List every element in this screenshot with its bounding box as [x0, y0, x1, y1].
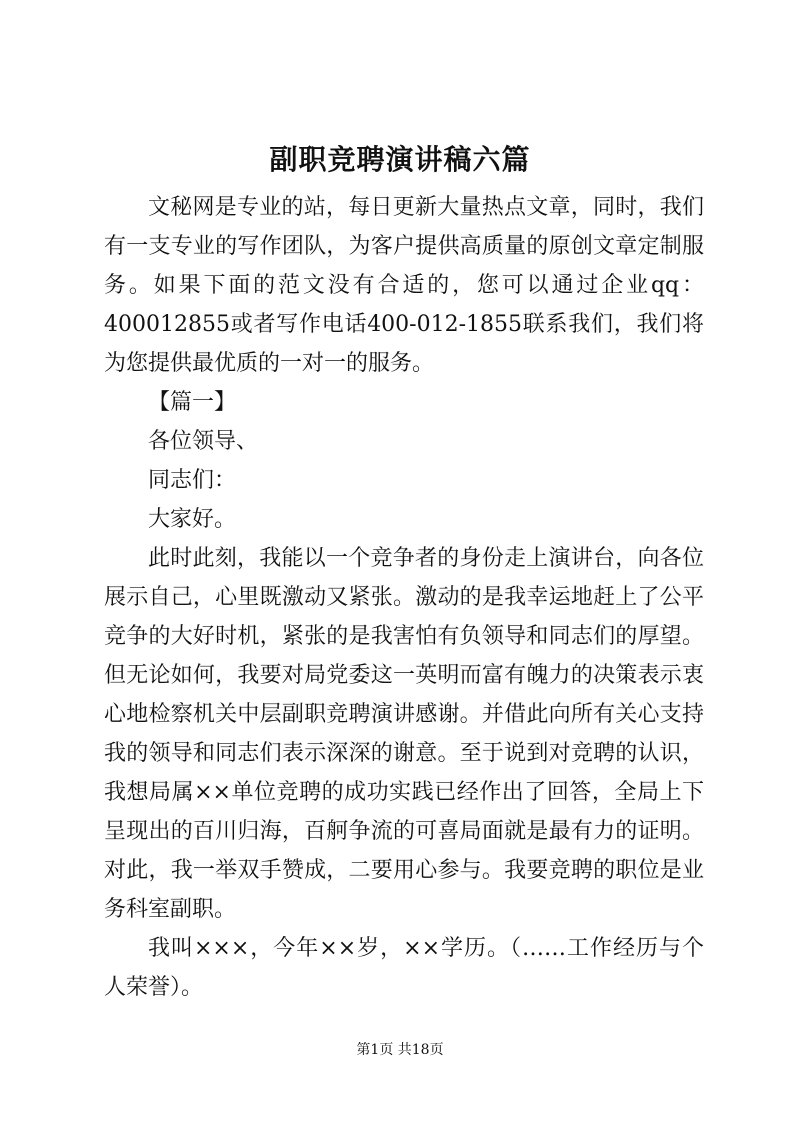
greeting: 大家好。 [148, 507, 237, 532]
salutation-leaders: 各位领导、 [148, 429, 259, 454]
self-intro-paragraph: 我叫×××，今年××岁，××学历。（……工作经历与个人荣誉）。 [104, 936, 704, 1000]
document-title: 副职竞聘演讲稿六篇 [269, 143, 531, 176]
document-body [104, 188, 704, 1007]
salutation-comrades: 同志们： [148, 468, 237, 493]
speech-paragraph: 此时此刻，我能以一个竞争者的身份走上演讲台，向各位展示自己，心里既激动又紧张。激动的是我幸运地赶上了公平竞争的大好时机，紧张的是我害怕有负领导和同志们的厚望。但无论如何，我要对局党委这一英明而富有魄力的决策表示衷心地检察机关中层副职竞聘演讲感谢。并借此向所有关心支持我的领导和同志们表示深深的谢意。至于说到对竞聘的认识，我想局属××单位竞聘的成功实践已经作出了回答，全局上下呈现出的百川归海，百舸争流的可喜局面就是最有力的证明。对此，我一举双手赞成，二要用心参与。我要竞聘的职位是业务科室副职。 [104, 546, 704, 922]
section-heading: 【篇一】 [148, 390, 237, 415]
page-footer: 第1页 共18页 [356, 1042, 444, 1058]
intro-paragraph: 文秘网是专业的站，每日更新大量热点文章，同时，我们有一支专业的写作团队，为客户提供高质量的原创文章定制服务。如果下面的范文没有合适的，您可以通过企业qq：400012855或者写作电话400-012-1855联系我们，我们将为您提供最优质的一对一的服务。 [104, 195, 704, 376]
